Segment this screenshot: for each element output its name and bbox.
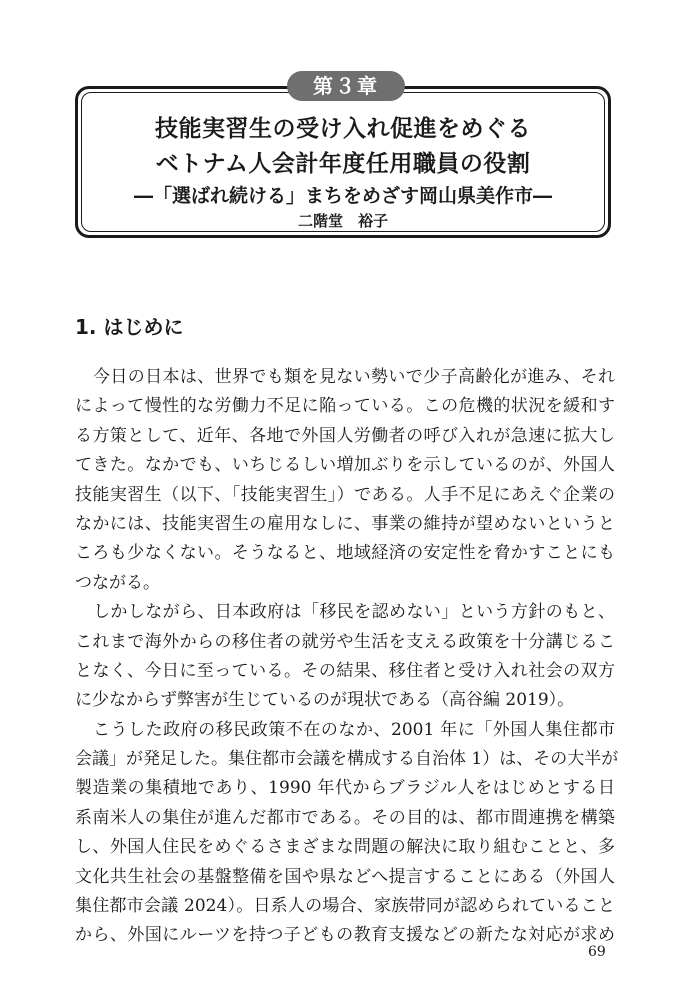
chapter-author: 二階堂 裕子 xyxy=(297,212,388,230)
body-line: となく、今日に至っている。その結果、移住者と受け入れ社会の双方 xyxy=(75,660,615,681)
body-line: によって慢性的な労働力不足に陥っている。この危機的状況を緩和す xyxy=(75,396,615,417)
body-line: しかしながら、日本政府は「移民を認めない」という方針のもと、 xyxy=(93,602,615,623)
body-line: 集住都市会議 2024）。日系人の場合、家族帯同が認められていること xyxy=(75,896,615,917)
body-line: なかには、技能実習生の雇用なしに、事業の維持が望めないというと xyxy=(75,513,615,534)
body-line: 技能実習生（以下、「技能実習生」）である。人手不足にあえぐ企業の xyxy=(75,484,615,505)
body-line: し、外国人住民をめぐるさまざまな問題の解決に取り組むことと、多 xyxy=(75,837,615,858)
body-line: 会議」が発足した。集住都市会議を構成する自治体 1）は、その大半が xyxy=(75,749,619,770)
body-line: 文化共生社会の基盤整備を国や県などへ提言することにある（外国人 xyxy=(75,866,615,887)
body-line: 製造業の集積地であり、1990 年代からブラジル人をはじめとする日 xyxy=(75,778,615,799)
body-line: つながる。 xyxy=(75,572,160,593)
chapter-title-line-2: ベトナム人会計年度任用職員の役割 xyxy=(155,151,531,177)
body-text xyxy=(75,363,619,951)
body-line: 系南米人の集住が進んだ都市である。その目的は、都市間連携を構築 xyxy=(75,807,615,828)
chapter-title-line-1: 技能実習生の受け入れ促進をめぐる xyxy=(155,116,531,142)
body-line: に少なからず弊害が生じているのが現状である（高谷編 2019）。 xyxy=(75,690,575,711)
body-line: これまで海外からの移住者の就労や生活を支える政策を十分講じるこ xyxy=(75,631,615,652)
body-line: こうした政府の移民政策不在のなか、2001 年に「外国人集住都市 xyxy=(93,719,615,740)
chapter-label: 第３章 xyxy=(287,71,405,101)
body-line: ころも少なくない。そうなると、地域経済の安定性を脅かすことにも xyxy=(75,543,615,564)
page-number: 69 xyxy=(588,944,606,960)
chapter-subtitle: ―「選ばれ続ける」まちをめざす岡山県美作市― xyxy=(133,185,552,207)
body-line: から、外国にルーツを持つ子どもの教育支援などの新たな対応が求め xyxy=(75,925,615,946)
body-line: 今日の日本は、世界でも類を見ない勢いで少子高齢化が進み、それ xyxy=(93,367,615,387)
body-line: てきた。なかでも、いちじるしい増加ぶりを示しているのが、外国人 xyxy=(75,455,615,476)
section-heading: 1. はじめに xyxy=(75,315,184,339)
body-line: る方策として、近年、各地で外国人労働者の呼び入れが急速に拡大し xyxy=(75,425,615,446)
